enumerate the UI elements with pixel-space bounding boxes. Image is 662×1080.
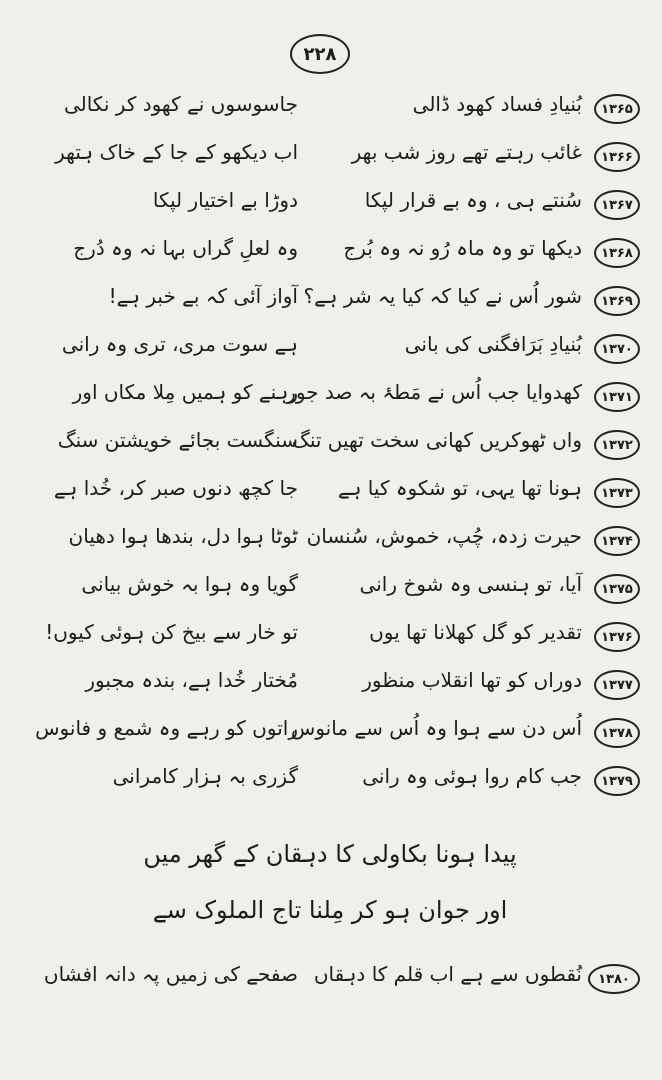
verse-row <box>0 664 662 712</box>
verse-row <box>0 472 662 520</box>
verse-row <box>0 520 662 568</box>
verse-row <box>0 376 662 424</box>
verse-line-2: جا کچھ دنوں صبر کر، خُدا ہے <box>53 476 298 500</box>
verse-row <box>0 616 662 664</box>
verse-line-1: نُقطوں سے ہے اب قلم کا دہقاں <box>313 962 582 986</box>
verse-number: ۱۳۷۹ <box>594 766 640 796</box>
verse-line-2: ٹوٹا ہوا دل، بندھا ہوا دھیان <box>68 524 298 548</box>
verse-row <box>0 958 662 1006</box>
verse-line-2: آواز آئی کہ بے خبر ہے! <box>108 284 298 308</box>
verse-line-1: شور اُس نے کیا کہ کیا یہ شر ہے؟ <box>303 284 582 308</box>
verse-number: ۱۳۶۵ <box>594 94 640 124</box>
section-heading-line-2: اور جوان ہو کر مِلنا تاج الملوک سے <box>152 896 508 924</box>
verse-line-2: وہ لعلِ گراں بہا نہ وہ دُرج <box>73 236 298 260</box>
verse-line-2: جاسوسوں نے کھود کر نکالی <box>63 92 298 116</box>
verse-number: ۱۳۷۱ <box>594 382 640 412</box>
verse-line-2: رہنے کو ہمیں مِلا مکاں اور <box>72 380 298 404</box>
verse-line-1: ہونا تھا یہی، تو شکوہ کیا ہے <box>338 476 582 500</box>
verse-number: ۱۳۶۷ <box>594 190 640 220</box>
verse-line-1: بُنیادِ فساد کھود ڈالی <box>412 92 582 116</box>
verse-line-1: غائب رہتے تھے روز شب بھر <box>351 140 582 164</box>
verse-number: ۱۳۷۶ <box>594 622 640 652</box>
section-heading-line-1: پیدا ہونا بکاولی کا دہقان کے گھر میں <box>143 840 517 868</box>
verse-number: ۱۳۶۶ <box>594 142 640 172</box>
verse-line-2: ہے سوت مری، تری وہ رانی <box>61 332 298 356</box>
verse-line-2: صفحے کی زمیں پہ دانہ افشاں <box>43 962 298 986</box>
verse-number: ۱۳۷۵ <box>594 574 640 604</box>
verse-line-2: تو خار سے بیخ کن ہوئی کیوں! <box>45 620 298 644</box>
verse-line-2: دوڑا بے اختیار لپکا <box>152 188 298 212</box>
verse-list <box>0 88 662 808</box>
verse-line-1: دیکھا تو وہ ماہ رُو نہ وہ بُرج <box>343 236 582 260</box>
verse-line-1: سُنتے ہی ، وہ بے قرار لپکا <box>364 188 582 212</box>
verse-line-2: سنگست بجائے خویشتن سنگ <box>57 428 298 452</box>
verse-line-2: مُختار خُدا ہے، بندہ مجبور <box>85 668 298 692</box>
page-number: ۲۲۸ <box>290 34 350 74</box>
verse-line-1: بُنیادِ بَرَافگنی کی بانی <box>404 332 582 356</box>
verse-number: ۱۳۷۰ <box>594 334 640 364</box>
verse-number: ۱۳۷۸ <box>594 718 640 748</box>
verse-line-2: گویا وہ ہوا بہ خوش بیانی <box>81 572 298 596</box>
verse-row <box>0 328 662 376</box>
verse-number: ۱۳۶۸ <box>594 238 640 268</box>
verse-row <box>0 184 662 232</box>
verse-row <box>0 424 662 472</box>
verse-row <box>0 760 662 808</box>
verse-number: ۱۳۷۴ <box>594 526 640 556</box>
verse-line-2: راتوں کو رہے وہ شمع و فانوس <box>35 716 298 740</box>
verse-line-2: گزری بہ ہزار کامرانی <box>112 764 298 788</box>
verse-number: ۱۳۸۰ <box>588 964 640 994</box>
verse-row <box>0 280 662 328</box>
verse-row <box>0 568 662 616</box>
verse-line-1: تقدیر کو گل کھلانا تھا یوں <box>369 620 582 644</box>
verse-line-2: اب دیکھو کے جا کے خاک ہتھر <box>55 140 298 164</box>
verse-row <box>0 136 662 184</box>
verse-line-1: جب کام روا ہوئی وہ رانی <box>362 764 582 788</box>
verse-row <box>0 712 662 760</box>
verse-line-1: اُس دن سے ہوا وہ اُس سے مانوس <box>290 716 582 740</box>
verse-number: ۱۳۷۷ <box>594 670 640 700</box>
verse-line-1: حیرت زدہ، چُپ، خموش، سُنسان <box>306 524 582 548</box>
verse-line-1: واں ٹھوکریں کھانی سخت تھیں تنگ <box>291 428 582 452</box>
verse-row <box>0 232 662 280</box>
verse-number: ۱۳۷۳ <box>594 478 640 508</box>
verse-number: ۱۳۶۹ <box>594 286 640 316</box>
verse-row <box>0 88 662 136</box>
verse-line-1: آیا، تو ہنسی وہ شوخ رانی <box>359 572 582 596</box>
verse-line-1: دوراں کو تھا انقلاب منظور <box>362 668 582 692</box>
verse-line-1: کھدوایا جب اُس نے مَطۂ بہ صد جور <box>286 380 582 404</box>
verse-number: ۱۳۷۲ <box>594 430 640 460</box>
